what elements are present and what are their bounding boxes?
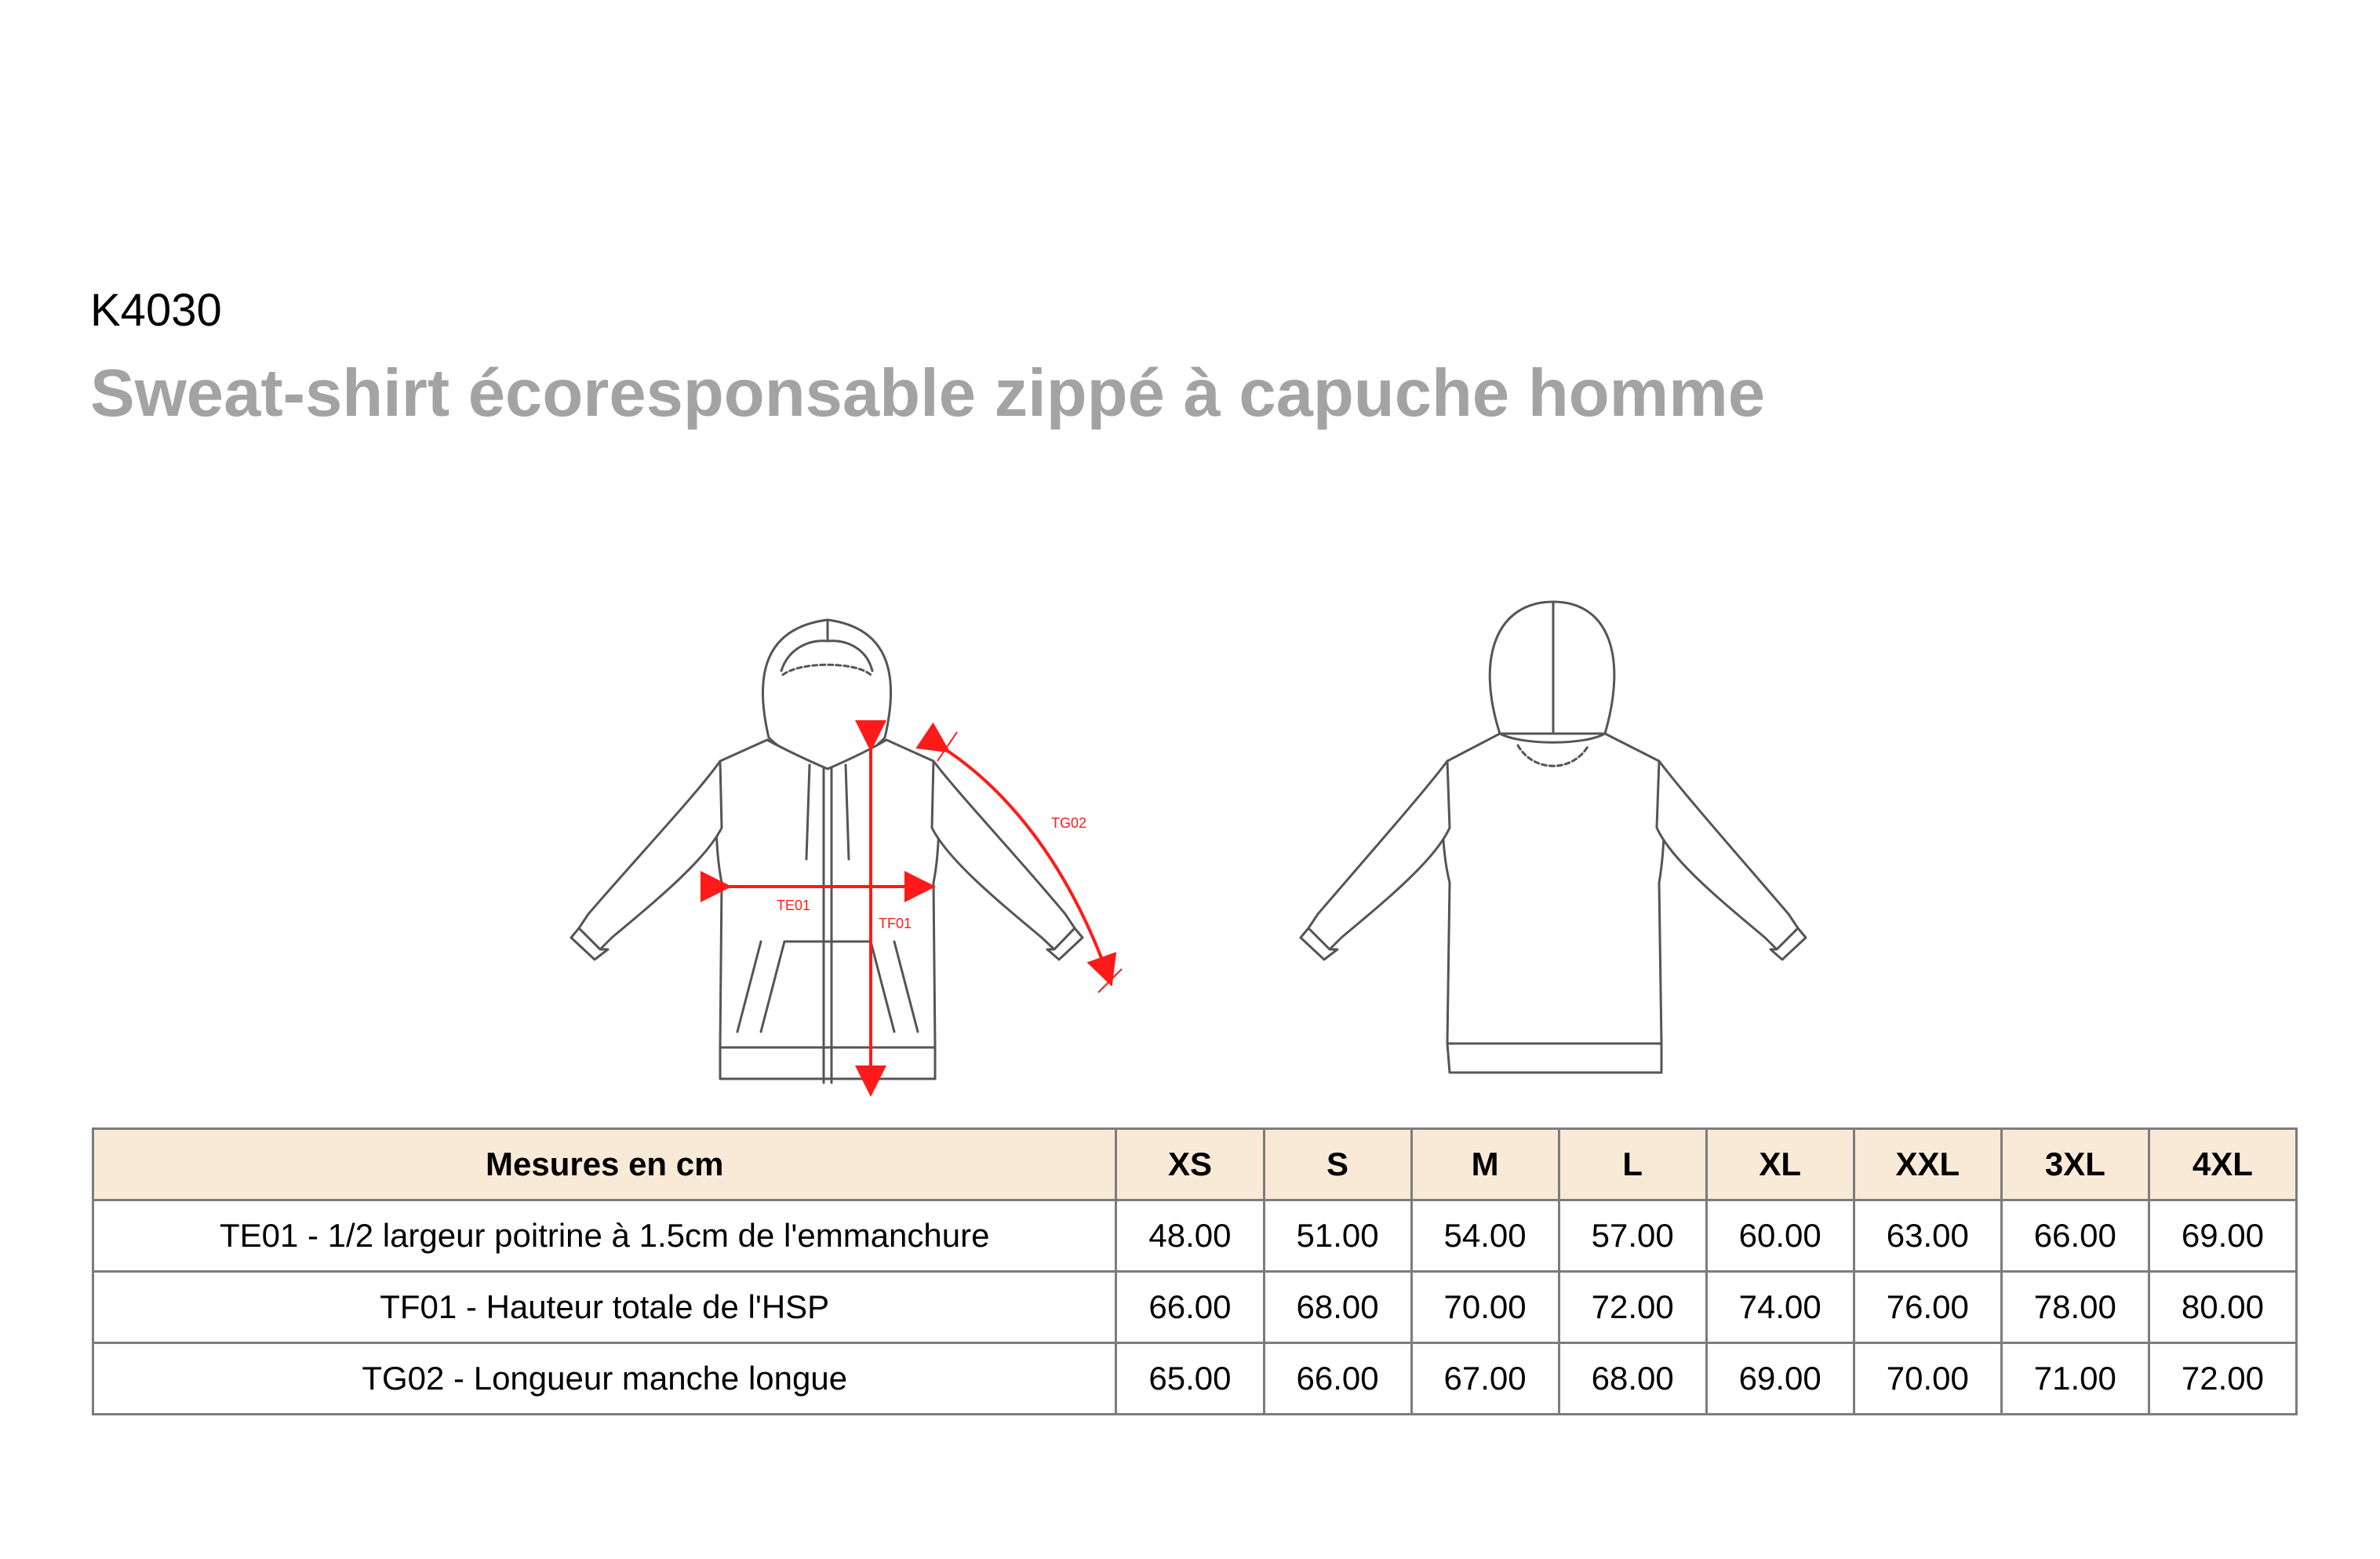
table-cell: 66.00 bbox=[2001, 1200, 2149, 1272]
table-cell: 57.00 bbox=[1559, 1200, 1706, 1272]
table-cell: 48.00 bbox=[1116, 1200, 1264, 1272]
table-cell: 54.00 bbox=[1411, 1200, 1559, 1272]
table-cell: 66.00 bbox=[1116, 1272, 1264, 1343]
product-title: Sweat-shirt écoresponsable zippé à capuche homme bbox=[90, 356, 1766, 431]
size-header: XS bbox=[1116, 1129, 1264, 1200]
table-cell: 68.00 bbox=[1264, 1272, 1411, 1343]
table-cell: 80.00 bbox=[2149, 1272, 2296, 1343]
table-cell: 69.00 bbox=[2149, 1200, 2296, 1272]
table-cell: 51.00 bbox=[1264, 1200, 1411, 1272]
table-cell: 71.00 bbox=[2001, 1343, 2149, 1415]
height-measure-label: TF01 bbox=[879, 916, 912, 931]
table-header-row bbox=[93, 1129, 2297, 1200]
size-header: 3XL bbox=[2001, 1129, 2149, 1200]
row-label: TG02 - Longueur manche longue bbox=[93, 1343, 1116, 1415]
table-cell: 67.00 bbox=[1411, 1343, 1559, 1415]
table-cell: 72.00 bbox=[2149, 1343, 2296, 1415]
table-cell: 70.00 bbox=[1854, 1343, 2001, 1415]
row-label: TE01 - 1/2 largeur poitrine à 1.5cm de l'emmanchure bbox=[93, 1200, 1116, 1272]
table-cell: 63.00 bbox=[1854, 1200, 2001, 1272]
header-label: Mesures en cm bbox=[93, 1129, 1116, 1200]
back-view-drawing bbox=[1301, 602, 1806, 1073]
table-cell: 76.00 bbox=[1854, 1272, 2001, 1343]
table-cell: 69.00 bbox=[1706, 1343, 1854, 1415]
size-header: XXL bbox=[1854, 1129, 2001, 1200]
product-reference: K4030 bbox=[90, 285, 222, 336]
row-label: TF01 - Hauteur totale de l'HSP bbox=[93, 1272, 1116, 1343]
size-header: M bbox=[1411, 1129, 1559, 1200]
size-header: L bbox=[1559, 1129, 1706, 1200]
front-view-drawing bbox=[571, 620, 1083, 1083]
table-row bbox=[93, 1343, 2297, 1415]
table-row bbox=[93, 1272, 2297, 1343]
garment-diagrams bbox=[471, 592, 1898, 1102]
chest-measure-label: TE01 bbox=[777, 898, 811, 913]
sleeve-measure-label: TG02 bbox=[1051, 815, 1087, 831]
table-cell: 66.00 bbox=[1264, 1343, 1411, 1415]
table-cell: 74.00 bbox=[1706, 1272, 1854, 1343]
table-cell: 72.00 bbox=[1559, 1272, 1706, 1343]
size-chart-table bbox=[92, 1127, 2298, 1415]
table-cell: 70.00 bbox=[1411, 1272, 1559, 1343]
table-cell: 68.00 bbox=[1559, 1343, 1706, 1415]
table-cell: 78.00 bbox=[2001, 1272, 2149, 1343]
table-cell: 60.00 bbox=[1706, 1200, 1854, 1272]
table-cell: 65.00 bbox=[1116, 1343, 1264, 1415]
size-header: 4XL bbox=[2149, 1129, 2296, 1200]
size-header: S bbox=[1264, 1129, 1411, 1200]
table-row bbox=[93, 1200, 2297, 1272]
size-header: XL bbox=[1706, 1129, 1854, 1200]
